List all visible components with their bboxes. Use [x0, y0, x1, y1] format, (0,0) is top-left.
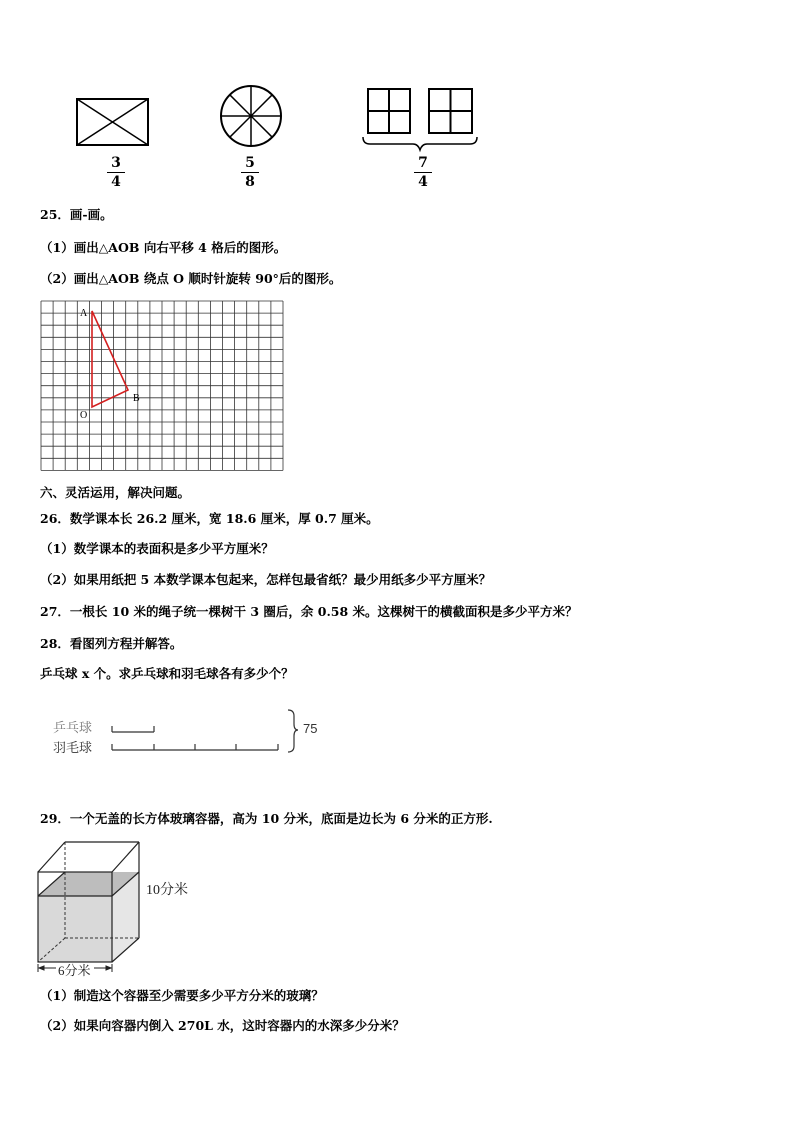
fraction-bar: [241, 172, 259, 173]
q26-sub2: （2）如果用纸把 5 本数学课本包起来，怎样包最省纸？最少用纸多少平方厘米？: [40, 572, 492, 587]
q25-title: 25．画-画。: [40, 207, 113, 222]
q25-sub1: （1）画出△AOB 向右平移 4 格后的图形。: [40, 240, 287, 255]
q26-sub1: （1）数学课本的表面积是多少平方厘米？: [40, 541, 274, 556]
q29-sub1: （1）制造这个容器至少需要多少平方分米的玻璃？: [40, 988, 324, 1003]
point-b-label: B: [133, 393, 140, 404]
numerator: 3: [111, 155, 121, 171]
two-squares-shape: [363, 89, 477, 150]
q25-sub2: （2）画出△AOB 绕点 O 顺时针旋转 90°后的图形。: [40, 271, 342, 286]
q26-title: 26．数学课本长 26.2 厘米，宽 18.6 厘米，厚 0.7 厘米。: [40, 511, 379, 526]
section-6-heading: 六、灵活运用，解决问题。: [40, 485, 191, 500]
badminton-segment: [112, 744, 278, 750]
grid-svg: [40, 299, 290, 479]
pingpong-segment: [112, 726, 154, 732]
grid-lines: [41, 301, 283, 470]
q28-title: 28．看图列方程并解答。: [40, 636, 183, 651]
q27-title: 27．一根长 10 米的绳子统一棵树干 3 圈后，余 0.58 米。这棵树干的横截面积是多少平方米？: [40, 604, 578, 619]
fraction-bar: [414, 172, 432, 173]
right-brace: [288, 710, 298, 752]
width-label: 6分米: [58, 963, 91, 978]
segment-diagram: [108, 708, 308, 758]
fraction-five-eighths: [238, 155, 262, 190]
total-value: 75: [303, 721, 318, 736]
grid-figure: [40, 299, 290, 479]
point-a-label: A: [80, 308, 88, 319]
height-label: 10分米: [146, 883, 188, 898]
denominator: 4: [111, 174, 121, 190]
segment-svg: [108, 708, 308, 758]
denominator: 8: [245, 174, 255, 190]
q29-title: 29．一个无盖的长方体玻璃容器，高为 10 分米，底面是边长为 6 分米的正方形.: [40, 811, 493, 826]
q29-sub2: （2）如果向容器内倒入 270L 水，这时容器内的水深多少分米？: [40, 1018, 405, 1033]
denominator: 4: [418, 174, 428, 190]
numerator: 5: [245, 155, 255, 171]
circle-eighths-shape: [221, 86, 281, 146]
fraction-three-quarters: [104, 155, 128, 190]
fraction-bar: [107, 172, 125, 173]
q28-line: 乒乓球 x 个。求乒乓球和羽毛球各有多少个？: [40, 666, 294, 681]
point-o-label: O: [80, 410, 88, 421]
box-figure: [30, 838, 230, 978]
box-svg: [30, 838, 230, 978]
numerator: 7: [418, 155, 428, 171]
pingpong-label: 乒乓球: [53, 720, 93, 735]
badminton-label: 羽毛球: [53, 740, 93, 755]
rectangle-x-shape: [77, 99, 148, 145]
fraction-seven-quarters: [411, 155, 435, 190]
